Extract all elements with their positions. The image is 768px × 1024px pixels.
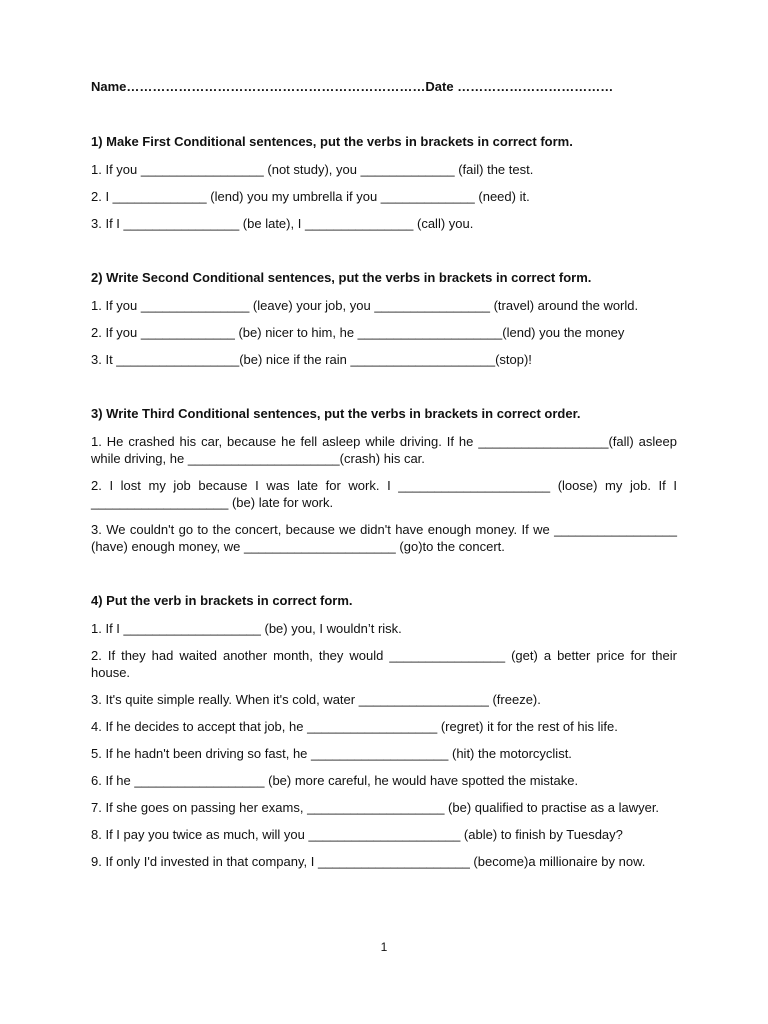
section-first-conditional <box>91 133 677 232</box>
worksheet-page <box>91 78 677 870</box>
exercise-item: 6. If he __________________ (be) more careful, he would have spotted the mistake. <box>91 773 579 788</box>
exercise-item: 3. If I ________________ (be late), I _______________ (call) you. <box>91 216 474 231</box>
exercise-item: 2. If you _____________ (be) nicer to him, he ____________________(lend) you the money <box>91 325 625 340</box>
section-correct-form <box>91 592 677 870</box>
exercise-item: 1. If you _________________ (not study), you _____________ (fail) the test. <box>91 162 534 177</box>
exercise-item: 1. If I ___________________ (be) you, I wouldn’t risk. <box>91 621 402 636</box>
name-date-line: Name……………………………………………………………Date ……………………………… <box>91 79 614 94</box>
section-title: 4) Put the verb in brackets in correct form. <box>91 593 353 608</box>
page-number: 1 <box>380 940 388 954</box>
exercise-item: 2. If they had waited another month, they would ________________ (get) a better price for their house. <box>91 648 677 680</box>
section-title: 1) Make First Conditional sentences, put the verbs in brackets in correct form. <box>91 134 573 149</box>
exercise-item: 3. We couldn't go to the concert, because we didn't have enough money. If we _________________ (have) enough money, we _____________________ (go)to the concert. <box>91 522 677 554</box>
section-second-conditional <box>91 269 677 368</box>
exercise-item: 9. If only I'd invested in that company, I _____________________ (become)a millionaire by now. <box>91 854 646 869</box>
section-title: 2) Write Second Conditional sentences, put the verbs in brackets in correct form. <box>91 270 592 285</box>
exercise-item: 8. If I pay you twice as much, will you _____________________ (able) to finish by Tuesday? <box>91 827 623 842</box>
exercise-item: 5. If he hadn't been driving so fast, he ___________________ (hit) the motorcyclist. <box>91 746 572 761</box>
section-third-conditional <box>91 405 677 555</box>
exercise-item: 7. If she goes on passing her exams, ___________________ (be) qualified to practise as a lawyer. <box>91 800 660 815</box>
exercise-item: 1. He crashed his car, because he fell asleep while driving. If he __________________(fall) asleep while driving, he _____________________(crash) his car. <box>91 434 677 466</box>
exercise-item: 1. If you _______________ (leave) your job, you ________________ (travel) around the world. <box>91 298 639 313</box>
exercise-item: 3. It's quite simple really. When it's cold, water __________________ (freeze). <box>91 692 541 707</box>
section-title: 3) Write Third Conditional sentences, put the verbs in brackets in correct order. <box>91 406 581 421</box>
exercise-item: 4. If he decides to accept that job, he __________________ (regret) it for the rest of his life. <box>91 719 618 734</box>
exercise-item: 3. It _________________(be) nice if the rain ____________________(stop)! <box>91 352 532 367</box>
exercise-item: 2. I lost my job because I was late for work. I _____________________ (loose) my job. If I ___________________ (be) late for work. <box>91 478 677 510</box>
exercise-item: 2. I _____________ (lend) you my umbrella if you _____________ (need) it. <box>91 189 530 204</box>
